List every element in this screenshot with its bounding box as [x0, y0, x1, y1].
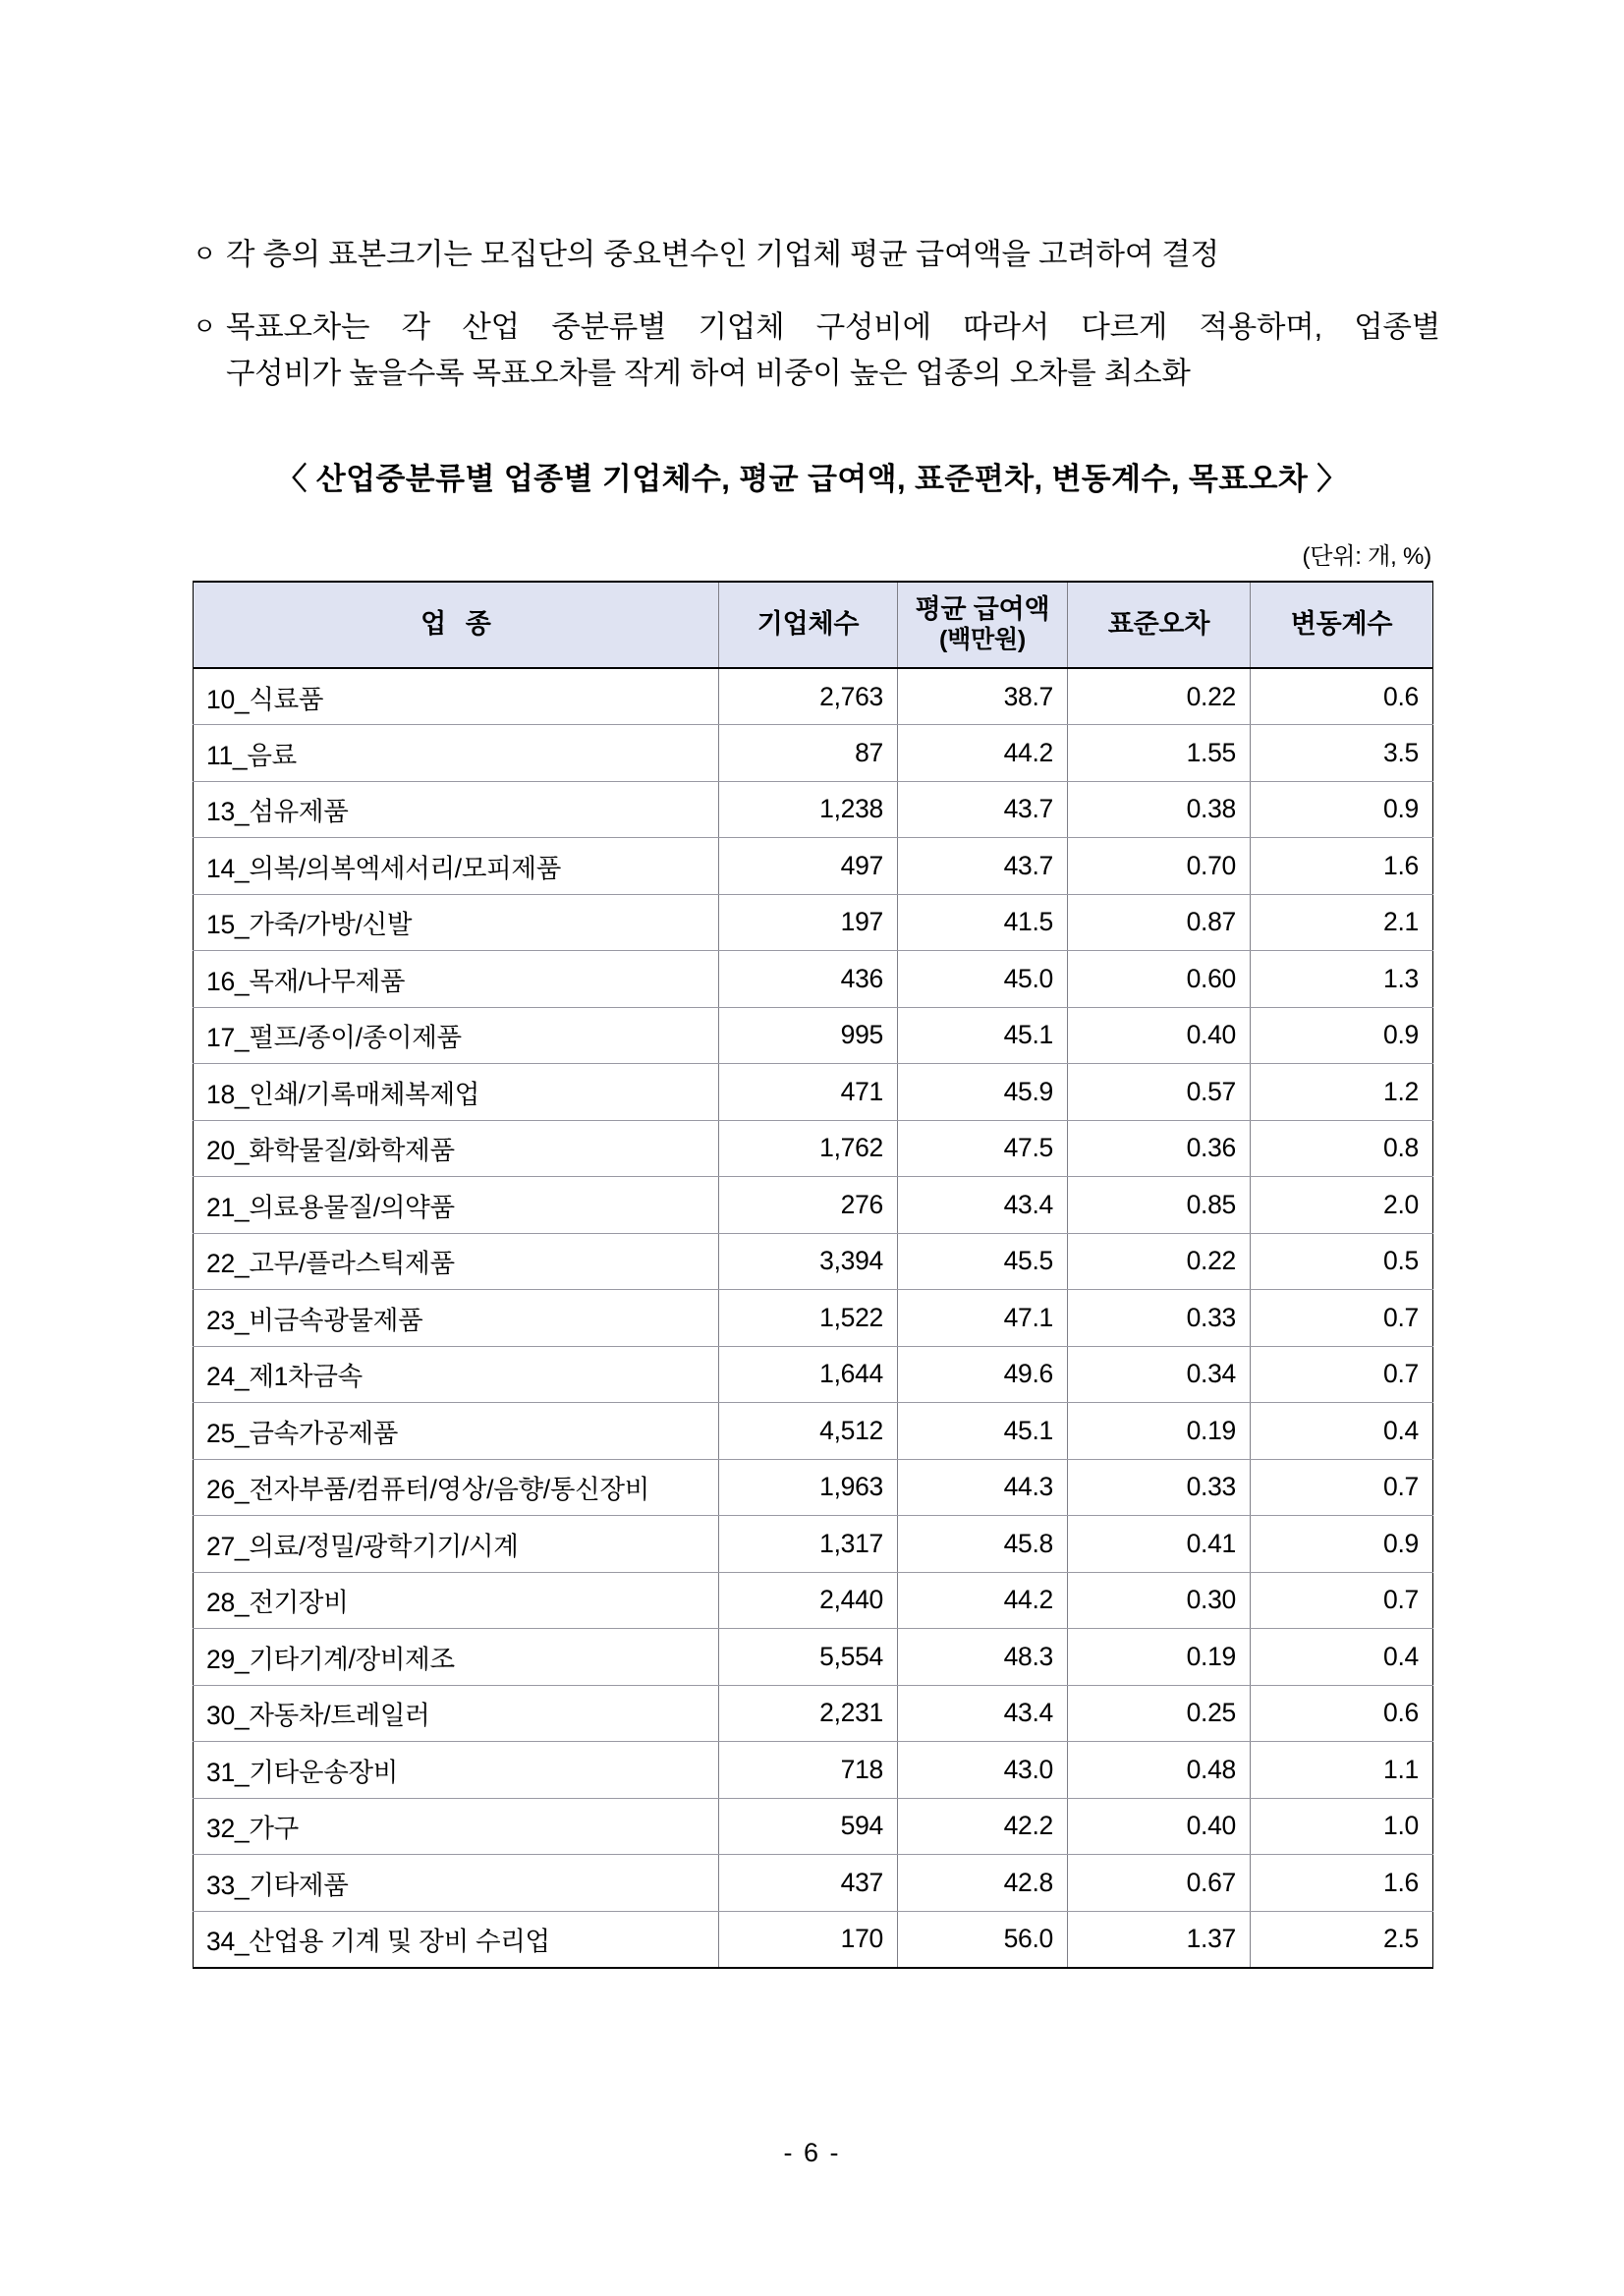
cell-standard-error: 1.37	[1068, 1911, 1251, 1968]
cell-industry: 24_제1차금속	[194, 1346, 719, 1403]
cell-industry: 25_금속가공제품	[194, 1403, 719, 1460]
table-row	[194, 668, 1433, 725]
cell-cv: 1.2	[1251, 1064, 1433, 1121]
cell-avg-salary: 42.2	[898, 1798, 1068, 1855]
cell-standard-error: 0.19	[1068, 1403, 1251, 1460]
cell-standard-error: 0.60	[1068, 951, 1251, 1008]
cell-industry: 31_기타운송장비	[194, 1742, 719, 1799]
cell-industry: 14_의복/의복엑세서리/모피제품	[194, 838, 719, 895]
table-row	[194, 1572, 1433, 1629]
cell-industry: 29_기타기계/장비제조	[194, 1629, 719, 1686]
bullet-item	[193, 305, 1440, 398]
bullet-line: 목표오차는 각 산업 중분류별 기업체 구성비에 따라서 다르게 적용하며, 업종별	[226, 309, 1440, 344]
cell-company-count: 718	[719, 1742, 898, 1799]
cell-company-count: 1,644	[719, 1346, 898, 1403]
cell-company-count: 276	[719, 1177, 898, 1234]
cell-company-count: 1,522	[719, 1290, 898, 1347]
cell-standard-error: 1.55	[1068, 725, 1251, 782]
cell-industry: 16_목재/나무제품	[194, 951, 719, 1008]
cell-company-count: 1,317	[719, 1516, 898, 1573]
table-row	[194, 1911, 1433, 1968]
cell-company-count: 437	[719, 1855, 898, 1912]
cell-standard-error: 0.70	[1068, 838, 1251, 895]
column-header-standard-error: 표준오차	[1068, 582, 1251, 668]
table-row	[194, 1120, 1433, 1177]
industry-statistics-table	[193, 581, 1433, 1969]
cell-cv: 2.5	[1251, 1911, 1433, 1968]
cell-company-count: 5,554	[719, 1629, 898, 1686]
cell-cv: 0.9	[1251, 781, 1433, 838]
column-header-avg-salary-unit: (백만원)	[938, 626, 1027, 654]
cell-company-count: 1,238	[719, 781, 898, 838]
cell-cv: 1.6	[1251, 1855, 1433, 1912]
bullet-marker-icon: ㅇ	[193, 312, 216, 341]
cell-avg-salary: 43.0	[898, 1742, 1068, 1799]
column-header-industry: 업 종	[194, 582, 719, 668]
cell-avg-salary: 49.6	[898, 1346, 1068, 1403]
cell-standard-error: 0.33	[1068, 1459, 1251, 1516]
cell-industry: 15_가죽/가방/신발	[194, 894, 719, 951]
cell-cv: 0.6	[1251, 1685, 1433, 1742]
cell-cv: 0.7	[1251, 1346, 1433, 1403]
cell-avg-salary: 43.7	[898, 781, 1068, 838]
cell-standard-error: 0.57	[1068, 1064, 1251, 1121]
cell-company-count: 594	[719, 1798, 898, 1855]
cell-cv: 1.6	[1251, 838, 1433, 895]
cell-cv: 0.8	[1251, 1120, 1433, 1177]
page-footer: - 6 -	[783, 2138, 841, 2167]
cell-cv: 2.1	[1251, 894, 1433, 951]
cell-cv: 0.9	[1251, 1516, 1433, 1573]
cell-industry: 28_전기장비	[194, 1572, 719, 1629]
cell-standard-error: 0.33	[1068, 1290, 1251, 1347]
cell-industry: 34_산업용 기계 및 장비 수리업	[194, 1911, 719, 1968]
bullet-line: 구성비가 높을수록 목표오차를 작게 하여 비중이 높은 업종의 오차를 최소화	[226, 356, 1191, 390]
cell-standard-error: 0.22	[1068, 1233, 1251, 1290]
bullet-line: 각 층의 표본크기는 모집단의 중요변수인 기업체 평균 급여액을 고려하여 결정	[226, 238, 1219, 271]
cell-industry: 10_식료품	[194, 668, 719, 725]
cell-cv: 0.6	[1251, 668, 1433, 725]
cell-industry: 22_고무/플라스틱제품	[194, 1233, 719, 1290]
cell-industry: 32_가구	[194, 1798, 719, 1855]
cell-company-count: 436	[719, 951, 898, 1008]
cell-avg-salary: 45.9	[898, 1064, 1068, 1121]
table-row	[194, 1516, 1433, 1573]
cell-standard-error: 0.48	[1068, 1742, 1251, 1799]
cell-avg-salary: 45.1	[898, 1403, 1068, 1460]
cell-industry: 30_자동차/트레일러	[194, 1685, 719, 1742]
table-row	[194, 1685, 1433, 1742]
cell-avg-salary: 56.0	[898, 1911, 1068, 1968]
cell-company-count: 471	[719, 1064, 898, 1121]
table-row	[194, 1459, 1433, 1516]
cell-company-count: 3,394	[719, 1233, 898, 1290]
cell-cv: 1.0	[1251, 1798, 1433, 1855]
cell-cv: 0.7	[1251, 1572, 1433, 1629]
table-title: 〈 산업중분류별 업종별 기업체수, 평균 급여액, 표준편차, 변동계수, 목표오차 〉	[276, 462, 1348, 496]
cell-industry: 20_화학물질/화학제품	[194, 1120, 719, 1177]
cell-industry: 11_음료	[194, 725, 719, 782]
cell-standard-error: 0.19	[1068, 1629, 1251, 1686]
cell-company-count: 4,512	[719, 1403, 898, 1460]
table-header-row	[194, 582, 1433, 668]
cell-cv: 0.4	[1251, 1629, 1433, 1686]
cell-avg-salary: 47.5	[898, 1120, 1068, 1177]
cell-company-count: 2,231	[719, 1685, 898, 1742]
cell-cv: 2.0	[1251, 1177, 1433, 1234]
cell-industry: 23_비금속광물제품	[194, 1290, 719, 1347]
cell-standard-error: 0.36	[1068, 1120, 1251, 1177]
cell-cv: 1.3	[1251, 951, 1433, 1008]
cell-avg-salary: 45.1	[898, 1007, 1068, 1064]
cell-avg-salary: 43.4	[898, 1177, 1068, 1234]
cell-avg-salary: 45.8	[898, 1516, 1068, 1573]
cell-company-count: 87	[719, 725, 898, 782]
column-header-cv: 변동계수	[1251, 582, 1433, 668]
cell-avg-salary: 44.3	[898, 1459, 1068, 1516]
bullet-item	[193, 232, 1440, 279]
cell-company-count: 197	[719, 894, 898, 951]
table-row	[194, 725, 1433, 782]
cell-industry: 21_의료용물질/의약품	[194, 1177, 719, 1234]
cell-cv: 0.5	[1251, 1233, 1433, 1290]
cell-standard-error: 0.87	[1068, 894, 1251, 951]
cell-avg-salary: 41.5	[898, 894, 1068, 951]
cell-standard-error: 0.25	[1068, 1685, 1251, 1742]
cell-cv: 3.5	[1251, 725, 1433, 782]
bullet-text	[226, 232, 1440, 278]
cell-avg-salary: 43.4	[898, 1685, 1068, 1742]
cell-industry: 33_기타제품	[194, 1855, 719, 1912]
cell-industry: 17_펄프/종이/종이제품	[194, 1007, 719, 1064]
table-row	[194, 1233, 1433, 1290]
table-row	[194, 894, 1433, 951]
table-row	[194, 1007, 1433, 1064]
table-row	[194, 951, 1433, 1008]
table-row	[194, 1064, 1433, 1121]
cell-company-count: 2,440	[719, 1572, 898, 1629]
cell-standard-error: 0.22	[1068, 668, 1251, 725]
cell-avg-salary: 45.5	[898, 1233, 1068, 1290]
cell-company-count: 1,963	[719, 1459, 898, 1516]
table-header	[194, 582, 1433, 668]
cell-avg-salary: 38.7	[898, 668, 1068, 725]
table-row	[194, 838, 1433, 895]
cell-standard-error: 0.67	[1068, 1855, 1251, 1912]
table-unit-note: (단위: 개, %)	[1302, 543, 1431, 570]
table-row	[194, 1742, 1433, 1799]
column-header-company-count: 기업체수	[719, 582, 898, 668]
cell-cv: 0.9	[1251, 1007, 1433, 1064]
table-row	[194, 1177, 1433, 1234]
cell-avg-salary: 43.7	[898, 838, 1068, 895]
cell-cv: 1.1	[1251, 1742, 1433, 1799]
table-container	[193, 581, 1432, 1969]
cell-company-count: 497	[719, 838, 898, 895]
table-row	[194, 1855, 1433, 1912]
table-body	[194, 668, 1433, 1968]
column-header-avg-salary-main: 평균 급여액	[915, 594, 1050, 625]
bullet-list	[193, 232, 1440, 422]
table-row	[194, 1798, 1433, 1855]
cell-standard-error: 0.38	[1068, 781, 1251, 838]
table-row	[194, 781, 1433, 838]
cell-standard-error: 0.30	[1068, 1572, 1251, 1629]
cell-avg-salary: 48.3	[898, 1629, 1068, 1686]
cell-standard-error: 0.40	[1068, 1007, 1251, 1064]
cell-company-count: 170	[719, 1911, 898, 1968]
bullet-marker-icon: ㅇ	[193, 241, 216, 268]
cell-industry: 13_섬유제품	[194, 781, 719, 838]
table-row	[194, 1629, 1433, 1686]
cell-avg-salary: 44.2	[898, 725, 1068, 782]
cell-avg-salary: 45.0	[898, 951, 1068, 1008]
cell-industry: 26_전자부품/컴퓨터/영상/음향/통신장비	[194, 1459, 719, 1516]
cell-industry: 18_인쇄/기록매체복제업	[194, 1064, 719, 1121]
cell-standard-error: 0.34	[1068, 1346, 1251, 1403]
cell-cv: 0.7	[1251, 1290, 1433, 1347]
cell-avg-salary: 47.1	[898, 1290, 1068, 1347]
cell-company-count: 2,763	[719, 668, 898, 725]
cell-cv: 0.7	[1251, 1459, 1433, 1516]
cell-avg-salary: 44.2	[898, 1572, 1068, 1629]
table-row	[194, 1346, 1433, 1403]
cell-standard-error: 0.41	[1068, 1516, 1251, 1573]
cell-industry: 27_의료/정밀/광학기기/시계	[194, 1516, 719, 1573]
cell-cv: 0.4	[1251, 1403, 1433, 1460]
table-row	[194, 1403, 1433, 1460]
column-header-avg-salary	[898, 582, 1068, 668]
cell-company-count: 995	[719, 1007, 898, 1064]
cell-avg-salary: 42.8	[898, 1855, 1068, 1912]
table-row	[194, 1290, 1433, 1347]
bullet-text	[226, 305, 1440, 398]
cell-standard-error: 0.40	[1068, 1798, 1251, 1855]
cell-company-count: 1,762	[719, 1120, 898, 1177]
cell-standard-error: 0.85	[1068, 1177, 1251, 1234]
